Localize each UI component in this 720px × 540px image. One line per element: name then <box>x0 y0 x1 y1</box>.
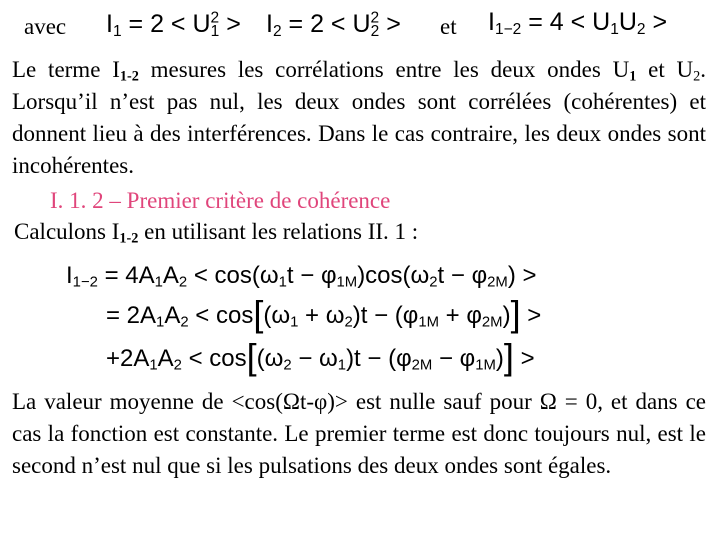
equation-I2: $I_2 = 2 < U^2_2$ > <box>266 9 401 40</box>
equation-line-3: $+2A_1A_2 < \cos[(\omega_2 - \omega_1)t - (\varphi_{2M} - \varphi_{1M})]$ > <box>106 336 535 377</box>
paragraph-correlation: Le terme $I_{1-2}$ mesures les corrélations entre les deux ondes $U_1$ et $U_2$. Lorsqu’il n’est pas nul, les deux ondes sont corrélées (cohérentes) et donnent lieu à des interférences. Dans le cas contraire, les deux ondes sont incohérentes. <box>12 57 706 178</box>
et-word: et <box>440 14 457 39</box>
equation-I1: $I_1 = 2 < U^2_1$ > <box>106 9 241 40</box>
section-heading: I. 1. 2 – Premier critère de cohérence <box>50 188 391 213</box>
paragraph-mean-value: La valeur moyenne de <cos(Ωt-φ)> est nulle sauf pour Ω = 0, et dans ce cas la fonction est constante. Le premier terme est donc toujours nul, est le second n’est nul que si les pulsations des deux ondes sont égales. <box>12 389 706 478</box>
equation-line-2: = $2A_1A_2 < \cos[(\omega_1 + \omega_2)t - (\varphi_{1M} + \varphi_{2M})]$ > <box>106 293 542 334</box>
equation-line-1: $I_{1-2} = 4A_1A_2 < \cos(\omega_1t - \varphi_{1M})\cos(\omega_2t - \varphi_{2M})$ > <box>66 262 537 291</box>
equation-I1-2: $I_{1-2} = 4 < U_1U_2$ > <box>488 8 668 38</box>
calc-intro: Calculons $I_{1-2}$ en utilisant les relations II. 1 : <box>14 219 419 247</box>
avec-word: avec <box>24 14 67 39</box>
